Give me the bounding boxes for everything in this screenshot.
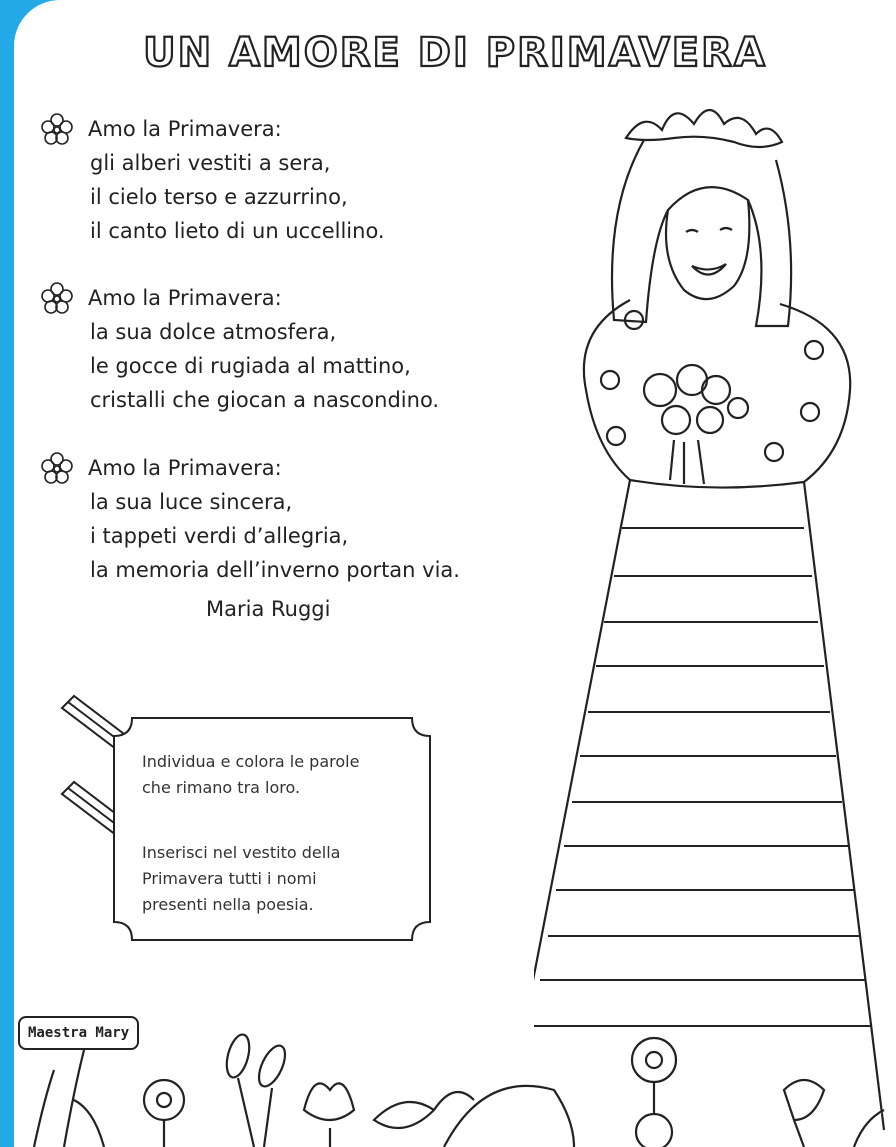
task-line: Inserisci nel vestito della (142, 843, 341, 862)
task-line: Individua e colora le parole (142, 752, 360, 771)
spring-girl-illustration (534, 90, 896, 1147)
title-text: UN AMORE DI PRIMAVERA (143, 30, 767, 76)
flower-icon (40, 281, 74, 315)
stanza-3 (40, 451, 460, 587)
stanza-line: la sua dolce atmosfera, (90, 320, 337, 344)
stanza-line: i tappeti verdi d’allegria, (90, 524, 349, 548)
page-title (14, 22, 896, 82)
worksheet (14, 0, 896, 1147)
stanza-line: la sua luce sincera, (90, 490, 293, 514)
stanza-line: gli alberi vestiti a sera, (90, 151, 331, 175)
task-2 (142, 840, 340, 918)
stanza-line-text: Amo la Primavera: (88, 456, 282, 480)
stanza-line (40, 112, 385, 146)
task-line: Primavera tutti i nomi (142, 869, 317, 888)
stanza-line: il cielo terso e azzurrino, (90, 185, 348, 209)
stanza-line: le gocce di rugiada al mattino, (90, 354, 411, 378)
flower-icon (40, 112, 74, 146)
task-box (112, 716, 432, 942)
flower-icon (40, 451, 74, 485)
stanza-line: la memoria dell’inverno portan via. (90, 558, 460, 582)
task-1 (142, 749, 359, 801)
stanza-line (40, 451, 460, 485)
credit-badge: Maestra Mary (18, 1016, 139, 1050)
poem-author: Maria Ruggi (206, 597, 331, 621)
task-line: che rimano tra loro. (142, 778, 301, 797)
stanza-line: il canto lieto di un uccellino. (90, 219, 385, 243)
task-line: presenti nella poesia. (142, 895, 314, 914)
flower-border (14, 1010, 896, 1147)
stanza-line (40, 281, 439, 315)
stanza-2 (40, 281, 439, 417)
stanza-1 (40, 112, 385, 248)
stanza-line-text: Amo la Primavera: (88, 117, 282, 141)
stanza-line: cristalli che giocan a nascondino. (90, 388, 440, 412)
stanza-line-text: Amo la Primavera: (88, 286, 282, 310)
